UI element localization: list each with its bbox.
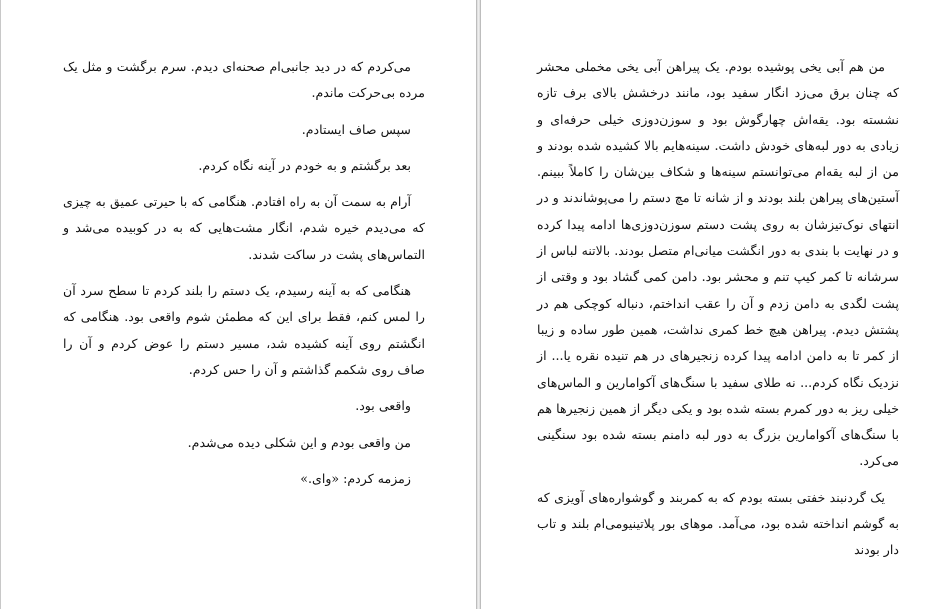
paragraph: یک گردنبند خفتی بسته بودم که به کمربند و گوشواره‌های آویزی که به گوشم انداخته شده بود، می‌آمد. موهای بور پلاتینیومی‌ام بلند و تاب دار بودند <box>537 489 899 558</box>
paragraph: بعد برگشتم و به خودم در آینه نگاه کردم. <box>198 157 411 173</box>
right-page-text <box>537 54 899 574</box>
paragraph: آرام به سمت آن به راه افتادم. هنگامی که با حیرتی عمیق به چیزی که می‌دیدم خیره شدم، انگار مشت‌هایی که به در کوبیده می‌شد و التماس‌های پشت در ساکت شدند. <box>63 194 425 262</box>
left-page-text <box>63 54 425 502</box>
paragraph: واقعی بود. <box>355 398 411 414</box>
paragraph: من واقعی بودم و این شکلی دیده می‌شدم. <box>187 434 411 450</box>
paragraph: من هم آبی یخی پوشیده بودم. یک پیراهن آبی یخی مخملی محشر که چنان برق می‌زد انگار سفید بود، مانند درخشش بالای برف تازه نشسته بود. یقه‌اش چهارگوش بود و سوزن‌دوزی خیلی حرفه‌ای و زیادی به دور لبه‌های خودش داشت. سینه‌هایم بالا کشیده شده بودند و من از لبه یقه‌ام می‌توانستم سینه‌ها و شکاف بین‌شان را کاملاً ببینم. آستین‌های پیراهن بلند بودند و از شانه تا مچ دستم را می‌پوشاندند و در انتهای نوک‌تیزشان به روی پشت دستم سوزن‌دوزی‌ها ادامه پیدا کرده و در نهایت با بندی به دور انگشت میانی‌ام متصل بودند. بالاتنه لباس از سرشانه تا کمر کیپ تنم و محشر بود. دامن کمی گشاد بود و وقتی از پشت لگدی به دامن زدم و آن را عقب انداختم، دنباله کوچکی هم در پشتش دیدم. پیراهن هیچ خط کمری نداشت، همین طور ساده و زیبا از کمر تا به دامن ادامه پیدا کرده زنجیرهای در هم تنیده نقره یا... از نزدیک نگاه کردم... نه طلای سفید با سنگ‌های آکوامارین و الماس‌های خیلی ریز به دور کمرم بسته شده بود و یکی دیگر از همین زنجیرها هم با سنگ‌های آکوامارین بزرگ به دور لبه دامنم بسته شده بود سنگینی می‌کرد. <box>537 59 900 469</box>
paragraph: سپس صاف ایستادم. <box>301 121 411 137</box>
right-page <box>480 0 948 609</box>
paragraph: می‌کردم که در دید جانبی‌ام صحنه‌ای دیدم. سرم برگشت و مثل یک مرده بی‌حرکت ماندم. <box>63 59 425 101</box>
paragraph: زمزمه کردم: «وای.» <box>300 470 411 486</box>
paragraph: هنگامی که به آینه رسیدم، یک دستم را بلند کردم تا سطح سرد آن را لمس کنم، فقط برای این که مطمئن شوم واقعی بود. هنگامی که انگشتم روی آینه کشیده شد، مسیر دستم را عوض کردم و آن را صاف روی شکمم گذاشتم و آن را حس کردم. <box>63 283 425 377</box>
